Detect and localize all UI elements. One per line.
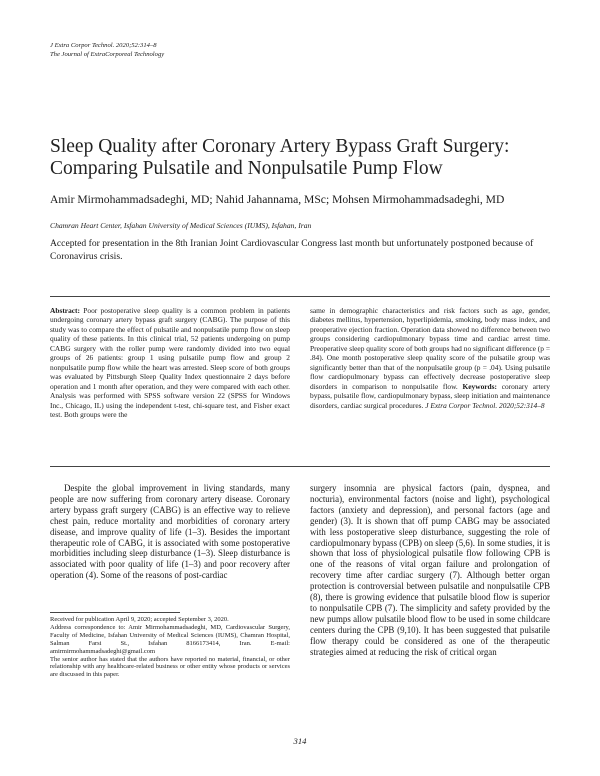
body-left-column (50, 483, 290, 581)
keywords-label: Keywords: (462, 381, 498, 391)
body-right-column (310, 483, 550, 658)
footnote-rule (50, 612, 180, 613)
abstract-top-rule (50, 296, 550, 297)
abstract-right-text: same in demographic characteristics and risk factors such as age, gender, diabetes mellitus, hypertension, hyperlipidemia, smoking, body mass index, and preoperative ejection fraction. Operation data showed no difference between two groups considering cardiopulmonary bypass time and cardiac arrest time. Preoperative sleep quality score of both groups had no significant difference (p = .84). One month postoperative sleep quality score of the pulsatile group was significantly better than that of the nonpulsatile group (p = .04). Using pulsatile flow cardiopulmonary bypass can effectively decrease postoperative sleep disorders in comparison to nonpulsatile flow. (310, 306, 550, 391)
page-number: 314 (293, 736, 307, 746)
body-left-paragraph: Despite the global improvement in living standards, many people are now suffering from coronary artery disease. Coronary artery bypass graft surgery (CABG) is an effective way to relieve chest pain, reduce mortality and morbidities of coronary artery disease, and improve quality of life (1–3). Besides the important therapeutic role of CABG, it is associated with some postoperative morbidities including sleep disturbance (1–3). Sleep disturbance is associated with poor quality of life (1–3) and poor recovery after operation (4). Some of the reasons of post-cardiac (50, 483, 290, 581)
abstract-left-column (50, 306, 290, 419)
keywords-text: coronary artery bypass, pulsatile flow, cardiopulmonary bypass, sleep initiation and maintenance disorders, cardiac surgical procedures. (310, 381, 550, 410)
body-right-paragraph: surgery insomnia are physical factors (pain, dyspnea, and nocturia), environmental factors (noise and light), psychological factors (anxiety and depression), and personal factors (age and gender) (3). It is shown that off pump CABG may be associated with less postoperative sleep disturbance, suggesting the role of cardiopulmonary bypass (CPB) on sleep (5,6). In some studies, it is shown that loss of physiological pulsatile flow following CPB is one of the reasons of vital organ failure and prolongation of recovery time after cardiac surgery (7). Although better organ protection is controversial between pulsatile and nonpulsatile CPB (8), there is growing evidence that pulsatile blood flow is superior to nonpulsatile CPB (7). The simplicity and safety provided by the new pumps allow pulsatile blood flow to be used in some childcare centers during the CPB (9,10). It has been suggested that pulsatile flow therapy could be considered as one of the therapeutic strategies aimed at reducing the risk of critical organ (310, 483, 550, 657)
footnotes (50, 616, 290, 679)
journal-citation: J Extra Corpor Technol. 2020;52:314–8 (50, 42, 157, 49)
abstract-label: Abstract: (50, 306, 80, 315)
footnote-disclosure: The senior author has stated that the authors have reported no material, financial, or other relationship with any healthcare-related business or other entity whose products or services are discussed in this paper. (50, 655, 290, 679)
abstract-citation: J Extra Corpor Technol. 2020;52:314–8 (425, 400, 545, 410)
footnote-correspondence: Address correspondence to: Amir Mirmohammadsadeghi, MD, Cardiovascular Surgery, Faculty of Medicine, Isfahan University of Medical Sciences (IUMS), Chamran Hospital, Salman Farsi St., Isfahan 8166173414, Iran. E-mail: amirmirmohammadsadeghi@gmail.com (50, 623, 290, 655)
abstract-left-text: Poor postoperative sleep quality is a common problem in patients undergoing coronary artery bypass graft surgery (CABG). The purpose of this study was to compare the effect of pulsatile and nonpulsatile pump flow on sleep quality of these patients. In this clinical trial, 52 patients undergoing on pump CABG surgery with the roller pump were randomly divided into two equal groups of 26 patients: group 1 using pulsatile pump flow and group 2 nonpulsatile pump flow while the heart was arrested. Sleep score of both groups was evaluated by Pittsburgh Sleep Quality Index questionnaire 2 days before operation and 1 month after operation, and they were compared with each other. Analysis was performed with SPSS software version 22 (SPSS for Windows Inc., Chicago, IL) using the independent t-test, chi-square test, and Fisher exact test. Both groups were the (50, 306, 290, 419)
article-title: Sleep Quality after Coronary Artery Bypass Graft Surgery: Comparing Pulsatile and Nonpulsatile Pump Flow (50, 136, 510, 179)
article-authors: Amir Mirmohammadsadeghi, MD; Nahid Jahannama, MSc; Mohsen Mirmohammadsadeghi, MD (50, 193, 505, 206)
abstract-bottom-rule (50, 466, 550, 467)
journal-name: The Journal of ExtraCorporeal Technology (50, 51, 165, 58)
presentation-notice: Accepted for presentation in the 8th Iranian Joint Cardiovascular Congress last month but unfortunately postponed because of Coronavirus crisis. (50, 238, 534, 262)
footnote-received: Received for publication April 9, 2020; accepted September 3, 2020. (50, 616, 229, 623)
abstract-right-column (310, 306, 550, 410)
article-affiliation: Chamran Heart Center, Isfahan University of Medical Sciences (IUMS), Isfahan, Iran (50, 221, 312, 230)
journal-header (50, 41, 164, 59)
